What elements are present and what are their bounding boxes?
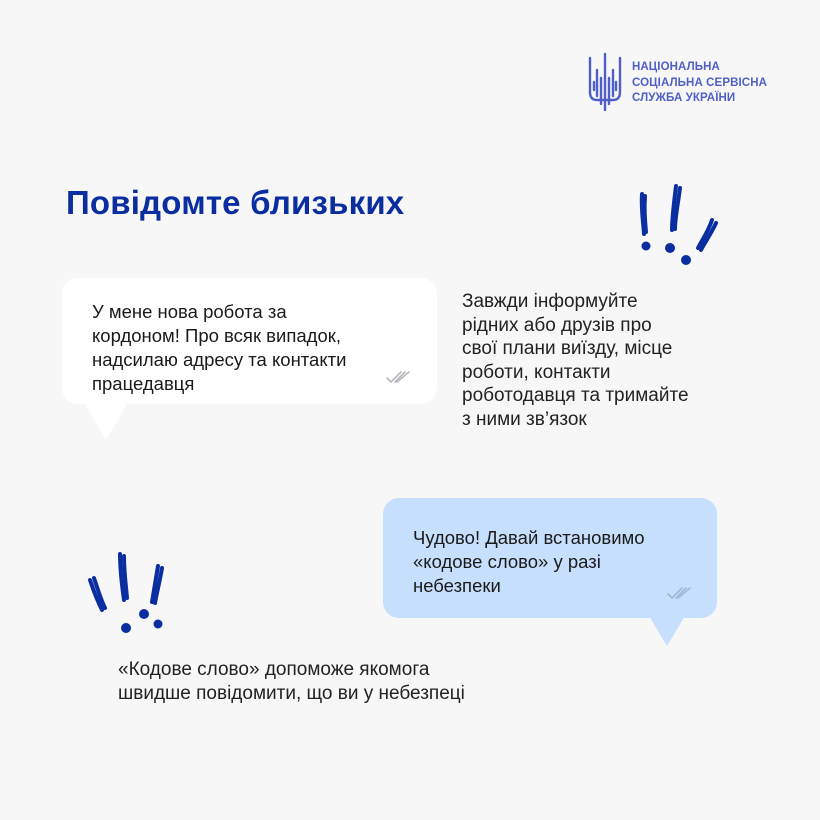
brand-logo xyxy=(586,52,786,114)
advice-line: роботи, контакти xyxy=(462,361,611,383)
message-line: «кодове слово» у разі xyxy=(413,551,601,572)
advice-line: роботодавця та тримайте xyxy=(462,385,689,406)
message-line: Чудово! Давай встановимо xyxy=(413,527,645,548)
brand-name xyxy=(632,60,767,107)
advice-line: рідних або друзів про xyxy=(462,314,652,336)
brand-name-line-1: НАЦІОНАЛЬНА xyxy=(632,61,720,73)
trident-emblem-icon xyxy=(586,52,624,114)
advice-text xyxy=(462,290,689,431)
note-line: швидше повідомити, що ви у небезпеці xyxy=(118,682,465,704)
exclamation-marks-icon xyxy=(86,548,178,640)
exclamation-marks-icon xyxy=(632,180,724,272)
message-line: надсилаю адресу та контакти xyxy=(92,349,347,370)
message-line: У мене нова робота за xyxy=(92,301,287,322)
message-line: небезпеки xyxy=(413,575,501,596)
message-bubble-outgoing xyxy=(62,278,437,404)
brand-name-line-3: СЛУЖБА УКРАЇНИ xyxy=(632,92,736,104)
message-line: кордоном! Про всяк випадок, xyxy=(92,325,341,346)
advice-line: Завжди інформуйте xyxy=(462,291,638,312)
double-check-icon xyxy=(667,586,693,600)
advice-line: з ними зв’язок xyxy=(462,408,587,430)
double-check-icon xyxy=(386,370,412,384)
note-text xyxy=(118,658,465,705)
message-text xyxy=(92,300,346,396)
note-line: «Кодове слово» допоможе якомога xyxy=(118,659,430,680)
message-bubble-reply xyxy=(383,498,717,618)
message-text xyxy=(413,526,645,598)
page-title: Повідомте близьких xyxy=(66,184,405,221)
brand-name-line-2: СОЦІАЛЬНА СЕРВІСНА xyxy=(632,76,768,89)
message-line: працедавця xyxy=(92,373,195,394)
advice-line: свої плани виїзду, місце xyxy=(462,338,673,359)
